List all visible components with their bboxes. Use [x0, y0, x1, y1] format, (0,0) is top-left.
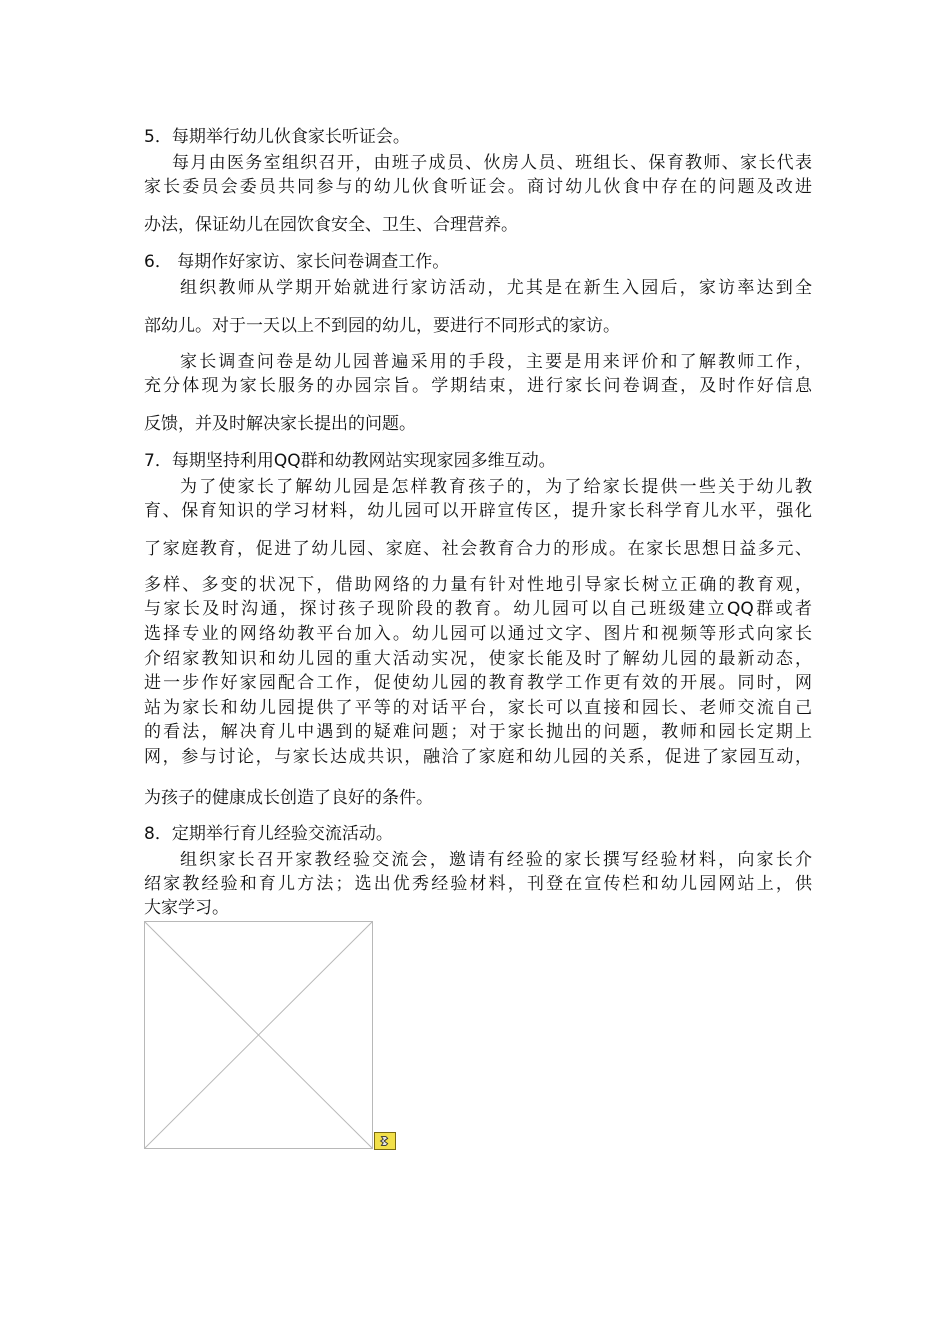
paragraph-line: 家长委员会委员共同参与的幼儿伙食听证会。商讨幼儿伙食中存在的问题及改进	[144, 177, 812, 197]
paragraph-line: 网，参与讨论，与家长达成共识，融洽了家庭和幼儿园的关系，促进了家园互动，	[144, 747, 812, 767]
section-7-heading: 7．每期坚持利用QQ群和幼教网站实现家园多维互动。	[144, 451, 556, 471]
placeholder-cross	[145, 922, 372, 1148]
paragraph-line: 部幼儿。对于一天以上不到园的幼儿，要进行不同形式的家访。	[144, 316, 620, 336]
paragraph-line: 为了使家长了解幼儿园是怎样教育孩子的，为了给家长提供一些关于幼儿教	[180, 477, 812, 497]
paragraph-line: 每月由医务室组织召开，由班子成员、伙房人员、班组长、保育教师、家长代表	[172, 153, 812, 173]
paragraph-line: 家长调查问卷是幼儿园普遍采用的手段，主要是用来评价和了解教师工作，	[180, 352, 812, 372]
broken-image-glyph	[375, 1133, 395, 1149]
paragraph-line: 了家庭教育，促进了幼儿园、家庭、社会教育合力的形成。在家长思想日益多元、	[144, 539, 812, 559]
paragraph-line: 介绍家教知识和幼儿园的重大活动实况，使家长能及时了解幼儿园的最新动态，	[144, 649, 812, 669]
section-8-heading: 8．定期举行育儿经验交流活动。	[144, 824, 393, 844]
paragraph-line: 组织家长召开家教经验交流会，邀请有经验的家长撰写经验材料，向家长介	[180, 850, 812, 870]
section-6-heading: 6． 每期作好家访、家长问卷调查工作。	[144, 252, 450, 272]
paragraph-line: 组织教师从学期开始就进行家访活动，尤其是在新生入园后，家访率达到全	[180, 278, 812, 298]
paragraph-line: 充分体现为家长服务的办园宗旨。学期结束，进行家长问卷调查，及时作好信息	[144, 376, 812, 396]
image-placeholder	[144, 921, 373, 1149]
paragraph-line: 反馈，并及时解决家长提出的问题。	[144, 414, 416, 434]
broken-image-icon	[374, 1132, 396, 1150]
paragraph-line: 选择专业的网络幼教平台加入。幼儿园可以通过文字、图片和视频等形式向家长	[144, 624, 812, 644]
paragraph-line: 进一步作好家园配合工作，促使幼儿园的教育教学工作更有效的开展。同时，网	[144, 673, 812, 693]
paragraph-line: 为孩子的健康成长创造了良好的条件。	[144, 788, 433, 808]
paragraph-line: 办法，保证幼儿在园饮食安全、卫生、合理营养。	[144, 215, 518, 235]
paragraph-line: 育、保育知识的学习材料，幼儿园可以开辟宣传区，提升家长科学育儿水平，强化	[144, 501, 812, 521]
paragraph-line: 大家学习。	[144, 898, 229, 918]
section-5-heading: 5．每期举行幼儿伙食家长听证会。	[144, 127, 410, 147]
paragraph-line: 多样、多变的状况下，借助网络的力量有针对性地引导家长树立正确的教育观，	[144, 575, 812, 595]
paragraph-line: 站为家长和幼儿园提供了平等的对话平台，家长可以直接和园长、老师交流自己	[144, 698, 812, 718]
paragraph-line: 绍家教经验和育儿方法；选出优秀经验材料，刊登在宣传栏和幼儿园网站上，供	[144, 874, 812, 894]
paragraph-line: 与家长及时沟通，探讨孩子现阶段的教育。幼儿园可以自己班级建立QQ群或者	[144, 599, 812, 619]
paragraph-line: 的看法，解决育儿中遇到的疑难问题；对于家长抛出的问题，教师和园长定期上	[144, 722, 812, 742]
